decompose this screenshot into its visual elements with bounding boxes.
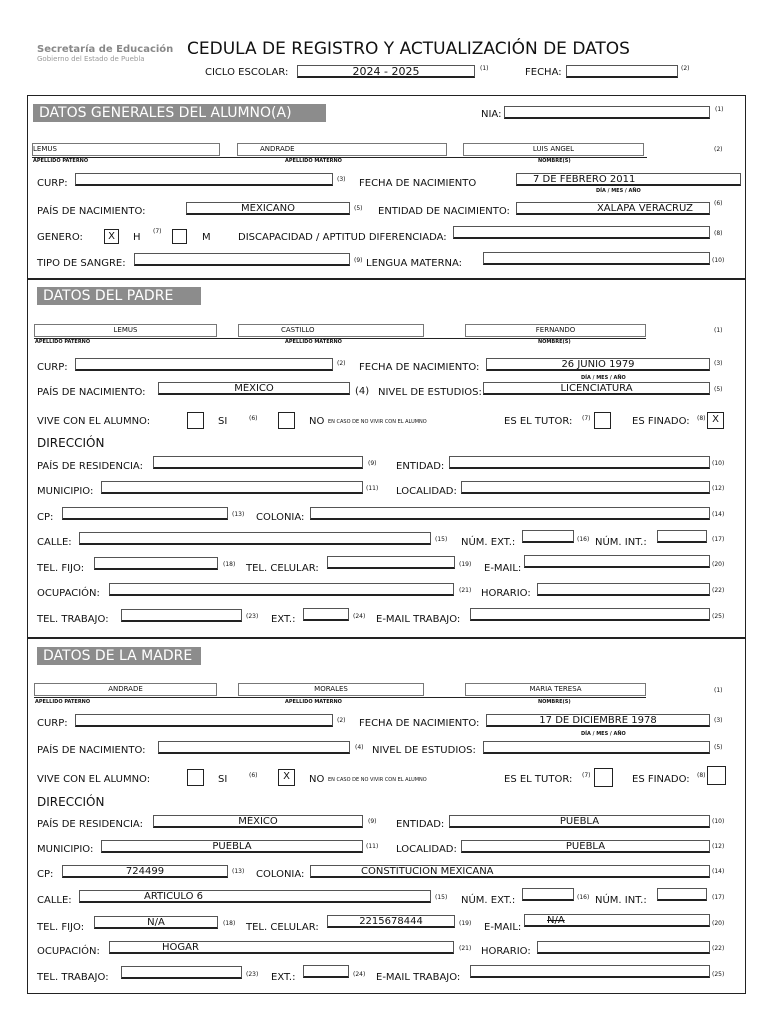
alumno-ap-materno-sub: APELLIDO MATERNO (285, 158, 342, 164)
padre-ext-field[interactable] (303, 608, 349, 621)
genero-h-label: H (133, 232, 141, 243)
madre-telfijo-num: (18) (223, 920, 236, 927)
padre-ocupacion-num: (21) (459, 587, 472, 594)
madre-email-num: (20) (712, 920, 725, 927)
genero-m-checkbox[interactable] (172, 229, 187, 244)
alumno-curp-num: (3) (337, 176, 346, 183)
madre-curp-field[interactable] (75, 714, 333, 727)
padre-ocupacion-field[interactable] (109, 583, 454, 596)
madre-municipio-label: MUNICIPIO: (37, 844, 94, 855)
padre-vive-num: (6) (249, 415, 258, 422)
madre-ap-materno-sub: APELLIDO MATERNO (285, 699, 342, 705)
padre-ext-num: (24) (353, 613, 366, 620)
madre-entidad-num: (10) (712, 818, 725, 825)
alumno-pais-num: (5) (354, 205, 363, 212)
discapacidad-field[interactable] (453, 226, 710, 239)
padre-municipio-num: (11) (366, 485, 379, 492)
padre-numint-num: (17) (712, 536, 725, 543)
madre-nivel-label: NIVEL DE ESTUDIOS: (372, 745, 476, 756)
padre-email-num: (20) (712, 561, 725, 568)
padre-nombres[interactable]: FERNANDO (465, 324, 646, 337)
madre-telcel-field[interactable]: 2215678444 (327, 915, 455, 928)
madre-calle-num: (15) (435, 894, 448, 901)
page-title: CEDULA DE REGISTRO Y ACTUALIZACIÓN DE DATOS (187, 39, 630, 59)
alumno-nombre-num: (2) (714, 146, 723, 153)
madre-finado-label: ES FINADO: (632, 774, 690, 785)
tipo-sangre-num: (9) (354, 257, 363, 264)
madre-ap-paterno-sub: APELLIDO PATERNO (35, 699, 91, 705)
alumno-entidad-label: ENTIDAD DE NACIMIENTO: (378, 206, 510, 217)
logo-line-1: Secretaría de Educación (37, 44, 174, 55)
padre-fnac-num: (3) (714, 360, 723, 367)
madre-curp-num: (2) (337, 717, 346, 724)
padre-vive-si-checkbox[interactable] (187, 412, 204, 429)
madre-vive-num: (6) (249, 772, 258, 779)
alumno-entidad-field[interactable]: XALAPA VERACRUZ (516, 202, 710, 215)
madre-apellido-paterno[interactable]: ANDRADE (34, 683, 217, 696)
madre-ocupacion-num: (21) (459, 945, 472, 952)
madre-teltrabajo-num: (23) (246, 971, 259, 978)
padre-localidad-num: (12) (712, 485, 725, 492)
madre-nombres[interactable]: MARIA TERESA (465, 683, 646, 696)
madre-numext-label: NÚM. EXT.: (461, 895, 516, 906)
madre-finado-num: (8) (697, 772, 706, 779)
madre-colonia-num: (14) (712, 868, 725, 875)
lengua-field[interactable] (483, 252, 710, 265)
padre-nivel-label: NIVEL DE ESTUDIOS: (378, 387, 482, 398)
padre-pais-res-label: PAÍS DE RESIDENCIA: (37, 461, 143, 472)
madre-telcel-label: TEL. CELULAR: (246, 922, 319, 933)
padre-municipio-label: MUNICIPIO: (37, 486, 94, 497)
madre-horario-field[interactable] (537, 941, 710, 954)
padre-numint-label: NÚM. INT.: (595, 537, 647, 548)
padre-telfijo-field[interactable] (94, 557, 218, 570)
madre-cp-num: (13) (232, 868, 245, 875)
madre-email-field[interactable]: N/A (524, 914, 710, 927)
madre-tutor-checkbox[interactable] (594, 768, 613, 787)
alumno-nombres-sub: NOMBRE(S) (538, 158, 571, 164)
madre-entidad-field[interactable]: PUEBLA (449, 815, 710, 828)
fecha-label: FECHA: (525, 67, 562, 78)
madre-direccion-heading: DIRECCIÓN (37, 795, 105, 809)
padre-fnac-sub: DÍA / MES / AÑO (581, 375, 626, 381)
padre-ap-paterno-sub: APELLIDO PATERNO (35, 339, 91, 345)
padre-entidad-num: (10) (712, 460, 725, 467)
padre-colonia-label: COLONIA: (256, 512, 305, 523)
tipo-sangre-label: TIPO DE SANGRE: (37, 258, 126, 269)
padre-nombre-num: (1) (714, 327, 723, 334)
madre-tutor-label: ES EL TUTOR: (504, 774, 573, 785)
padre-nivel-field[interactable]: LICENCIATURA (483, 382, 710, 395)
padre-cp-num: (13) (232, 511, 245, 518)
padre-ap-materno-sub: APELLIDO MATERNO (285, 339, 342, 345)
alumno-apellido-paterno[interactable]: LEMUS (32, 143, 220, 156)
madre-entidad-label: ENTIDAD: (396, 819, 445, 830)
madre-finado-checkbox[interactable] (707, 766, 726, 785)
ciclo-num: (1) (480, 65, 489, 72)
madre-teltrabajo-label: TEL. TRABAJO: (37, 972, 109, 983)
madre-ocupacion-field[interactable]: HOGAR (109, 941, 454, 954)
madre-tutor-num: (7) (582, 772, 591, 779)
madre-municipio-field[interactable]: PUEBLA (101, 840, 363, 853)
madre-telfijo-label: TEL. FIJO: (37, 922, 85, 933)
madre-teltrabajo-field[interactable] (121, 966, 242, 979)
madre-municipio-num: (11) (366, 843, 379, 850)
madre-localidad-num: (12) (712, 843, 725, 850)
padre-municipio-field[interactable] (101, 481, 363, 494)
madre-vive-no-label: NO (309, 774, 325, 785)
alumno-nombres[interactable]: LUIS ANGEL (463, 143, 644, 156)
padre-email-label: E-MAIL: (484, 563, 522, 574)
alumno-entidad-num: (6) (714, 200, 723, 207)
padre-numext-label: NÚM. EXT.: (461, 537, 516, 548)
padre-finado-checkbox[interactable]: X (707, 412, 724, 429)
madre-pais-res-label: PAÍS DE RESIDENCIA: (37, 819, 143, 830)
discapacidad-label: DISCAPACIDAD / APTITUD DIFERENCIADA: (238, 232, 447, 243)
madre-colonia-label: COLONIA: (256, 869, 305, 880)
madre-fnac-label: FECHA DE NACIMIENTO: (359, 718, 480, 729)
padre-finado-num: (8) (697, 415, 706, 422)
genero-h-checkbox[interactable]: X (104, 229, 119, 244)
madre-horario-num: (22) (712, 945, 725, 952)
madre-nombres-sub: NOMBRE(S) (538, 699, 571, 705)
madre-pais-res-num: (9) (368, 818, 377, 825)
lengua-label: LENGUA MATERNA: (366, 258, 463, 269)
alumno-curp-label: CURP: (37, 178, 68, 189)
fecha-field[interactable] (566, 65, 678, 78)
madre-vive-label: VIVE CON EL ALUMNO: (37, 774, 151, 785)
padre-cp-field[interactable] (62, 507, 228, 520)
madre-numint-label: NÚM. INT.: (595, 895, 647, 906)
alumno-fnac-sub: DÍA / MES / AÑO (596, 188, 641, 194)
madre-pais-num: (4) (355, 744, 364, 751)
padre-localidad-field[interactable] (461, 481, 710, 494)
padre-nombres-sub: NOMBRE(S) (538, 339, 571, 345)
padre-pais-field[interactable]: MÉXICO (158, 382, 350, 395)
madre-horario-label: HORARIO: (481, 946, 531, 957)
padre-emailtrabajo-label: E-MAIL TRABAJO: (376, 614, 461, 625)
madre-ocupacion-label: OCUPACIÓN: (37, 946, 100, 957)
madre-telcel-num: (19) (459, 920, 472, 927)
padre-nivel-num: (5) (714, 386, 723, 393)
padre-telcel-field[interactable] (327, 556, 455, 569)
madre-numint-num: (17) (712, 894, 725, 901)
madre-ext-field[interactable] (303, 965, 349, 978)
alumno-ap-paterno-sub: APELLIDO PATERNO (33, 158, 89, 164)
padre-horario-label: HORARIO: (481, 588, 531, 599)
madre-vive-no-note: EN CASO DE NO VIVIR CON EL ALUMNO (328, 777, 427, 783)
padre-ext-label: EXT.: (271, 614, 296, 625)
madre-calle-field[interactable]: ARTICULO 6 (79, 890, 431, 903)
padre-colonia-num: (14) (712, 511, 725, 518)
padre-vive-no-label: NO (309, 416, 325, 427)
padre-pais-num: (4) (355, 386, 370, 397)
alumno-fnac-label: FECHA DE NACIMIENTO (359, 178, 477, 189)
nia-label: NIA: (481, 109, 502, 120)
padre-localidad-label: LOCALIDAD: (396, 486, 457, 497)
padre-apellido-paterno[interactable]: LEMUS (34, 324, 217, 337)
madre-localidad-field[interactable]: PUEBLA (461, 840, 710, 853)
madre-section-title: DATOS DE LA MADRE (37, 647, 201, 665)
padre-vive-no-checkbox[interactable] (278, 412, 295, 429)
padre-section-title: DATOS DEL PADRE (37, 287, 201, 305)
padre-emailtrabajo-num: (25) (712, 613, 725, 620)
madre-fnac-sub: DÍA / MES / AÑO (581, 731, 626, 737)
madre-ext-label: EXT.: (271, 972, 296, 983)
padre-ocupacion-label: OCUPACIÓN: (37, 588, 100, 599)
lengua-num: (10) (712, 257, 725, 264)
madre-colonia-field[interactable]: CONSTITUCION MEXICANA (310, 865, 710, 878)
madre-nivel-num: (5) (714, 744, 723, 751)
padre-apellido-materno[interactable]: CASTILLO (238, 324, 424, 337)
padre-telcel-label: TEL. CELULAR: (246, 563, 319, 574)
padre-entidad-field[interactable] (449, 456, 710, 469)
padre-pais-label: PAÍS DE NACIMIENTO: (37, 387, 146, 398)
padre-pais-res-field[interactable] (153, 456, 363, 469)
alumno-pais-label: PAÍS DE NACIMIENTO: (37, 206, 146, 217)
madre-numint-field[interactable] (657, 888, 707, 901)
alumno-fnac-field[interactable]: 7 DE FEBRERO 2011 (516, 173, 741, 186)
padre-cp-label: CP: (37, 512, 54, 523)
padre-teltrabajo-label: TEL. TRABAJO: (37, 614, 109, 625)
alumno-section-title: DATOS GENERALES DEL ALUMNO(A) (33, 104, 326, 122)
madre-name-underline (34, 697, 646, 698)
alumno-apellido-materno[interactable]: ANDRADE (237, 143, 447, 156)
padre-fnac-label: FECHA DE NACIMIENTO: (359, 362, 480, 373)
padre-vive-label: VIVE CON EL ALUMNO: (37, 416, 151, 427)
madre-vive-si-checkbox[interactable] (187, 769, 204, 786)
madre-numext-field[interactable] (522, 888, 574, 901)
madre-nivel-field[interactable] (483, 741, 710, 754)
tipo-sangre-field[interactable] (134, 253, 350, 266)
alumno-curp-field[interactable] (75, 173, 333, 186)
padre-teltrabajo-field[interactable] (121, 609, 242, 622)
padre-vive-si-label: SI (218, 416, 228, 427)
madre-fnac-field[interactable]: 17 DE DICIEMBRE 1978 (486, 714, 710, 727)
madre-emailtrabajo-num: (25) (712, 971, 725, 978)
logo (37, 44, 173, 63)
logo-line-2: Gobierno del Estado de Puebla (37, 55, 145, 63)
alumno-pais-field[interactable]: MEXICANO (186, 202, 350, 215)
madre-cp-label: CP: (37, 869, 54, 880)
ciclo-field[interactable]: 2024 - 2025 (297, 65, 475, 78)
padre-telfijo-num: (18) (223, 561, 236, 568)
madre-pais-label: PAÍS DE NACIMIENTO: (37, 745, 146, 756)
padre-telcel-num: (19) (459, 561, 472, 568)
madre-curp-label: CURP: (37, 718, 68, 729)
padre-tutor-num: (7) (582, 415, 591, 422)
padre-numext-num: (16) (577, 536, 590, 543)
madre-vive-no-checkbox[interactable]: X (278, 769, 295, 786)
padre-curp-field[interactable] (75, 358, 333, 371)
padre-tutor-checkbox[interactable] (594, 412, 611, 429)
padre-email-field[interactable] (524, 555, 710, 568)
madre-telfijo-field[interactable]: N/A (94, 916, 218, 929)
madre-emailtrabajo-label: E-MAIL TRABAJO: (376, 972, 461, 983)
padre-calle-field[interactable] (79, 532, 431, 545)
madre-fnac-num: (3) (714, 717, 723, 724)
padre-fnac-field[interactable]: 26 JUNIO 1979 (486, 358, 710, 371)
padre-calle-label: CALLE: (37, 537, 72, 548)
madre-pais-field[interactable] (158, 741, 350, 754)
nia-field[interactable] (504, 106, 710, 119)
madre-nombre-num: (1) (714, 687, 723, 694)
nia-num: (1) (715, 106, 724, 113)
madre-vive-si-label: SI (218, 774, 228, 785)
padre-teltrabajo-num: (23) (246, 613, 259, 620)
genero-num: (7) (153, 228, 162, 235)
padre-telfijo-label: TEL. FIJO: (37, 563, 85, 574)
padre-vive-no-note: EN CASO DE NO VIVIR CON EL ALUMNO (328, 419, 427, 425)
madre-emailtrabajo-field[interactable] (470, 965, 710, 978)
padre-pais-res-num: (9) (368, 460, 377, 467)
madre-calle-label: CALLE: (37, 895, 72, 906)
padre-numint-field[interactable] (657, 530, 707, 543)
padre-direccion-heading: DIRECCIÓN (37, 436, 105, 450)
padre-horario-num: (22) (712, 587, 725, 594)
padre-entidad-label: ENTIDAD: (396, 461, 445, 472)
padre-colonia-field[interactable] (310, 507, 710, 520)
padre-tutor-label: ES EL TUTOR: (504, 416, 573, 427)
padre-curp-num: (2) (337, 360, 346, 367)
padre-curp-label: CURP: (37, 362, 68, 373)
madre-email-label: E-MAIL: (484, 922, 522, 933)
padre-calle-num: (15) (435, 536, 448, 543)
madre-numext-num: (16) (577, 894, 590, 901)
madre-cp-field[interactable]: 724499 (62, 865, 228, 878)
ciclo-label: CICLO ESCOLAR: (205, 67, 289, 78)
madre-pais-res-field[interactable]: MÉXICO (153, 815, 363, 828)
padre-numext-field[interactable] (522, 530, 574, 543)
madre-ext-num: (24) (353, 971, 366, 978)
genero-m-label: M (202, 232, 211, 243)
madre-apellido-materno[interactable]: MORALES (238, 683, 424, 696)
madre-localidad-label: LOCALIDAD: (396, 844, 457, 855)
padre-horario-field[interactable] (537, 583, 710, 596)
padre-emailtrabajo-field[interactable] (470, 608, 710, 621)
discapacidad-num: (8) (714, 230, 723, 237)
genero-label: GENERO: (37, 232, 83, 243)
padre-finado-label: ES FINADO: (632, 416, 690, 427)
fecha-num: (2) (681, 65, 690, 72)
